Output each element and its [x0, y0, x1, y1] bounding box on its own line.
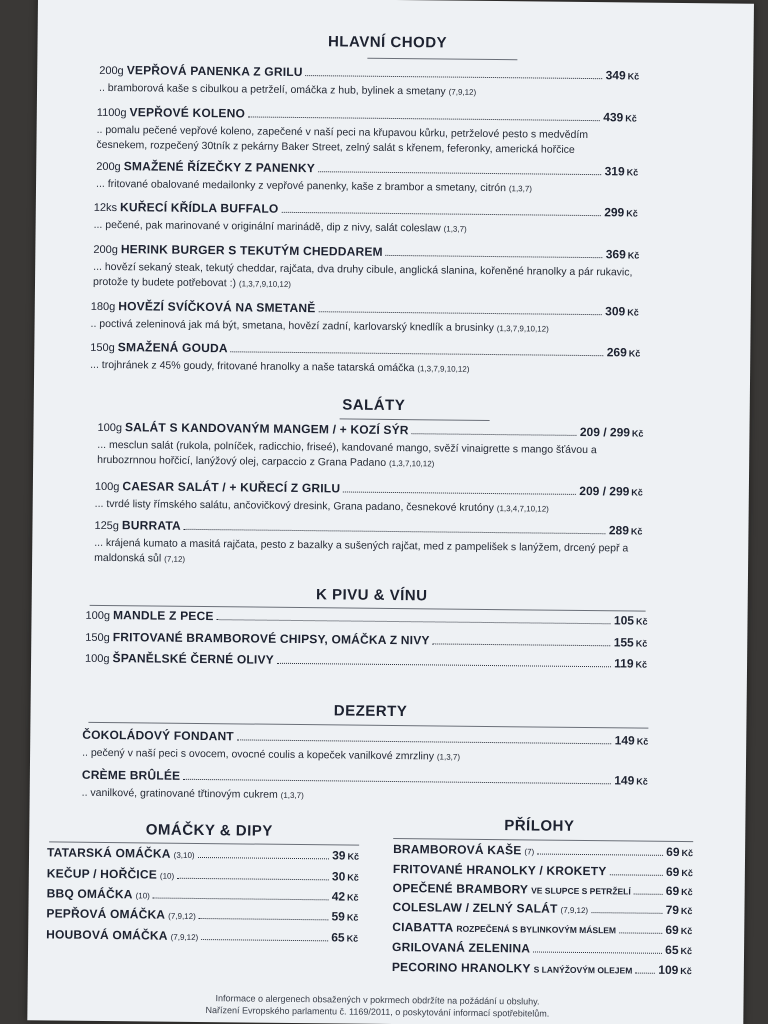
side-item: PECORINO HRANOLKY S LANÝŽOVÝM OLEJEM 109 Kč — [391, 960, 692, 978]
sauce-item: KEČUP / HOŘČICE (10) 30 Kč — [46, 866, 359, 884]
section-title-salaty: SALÁTY — [342, 396, 406, 415]
menu-item: 200g HERINK BURGER S TEKUTÝM CHEDDAREM 369 Kč ... hovězí sekaný steak, tekutý cheddar, rajčata, dva druhy cibule, anglická slanina, kořeněné hranolky a pár rukavic, protože ty budete potřebovat :) (1,3,7,9,10,12) — [92, 242, 640, 290]
menu-item: 100g SALÁT S KANDOVANÝM MANGEM / + KOZÍ SÝR 209 / 299 Kč ... mesclun salát (rukola, polníček, radicchio, friseé), kandované mango, svěží vinaigrette s mango šťávou a hrubozrnnou hořčicí, lanýžový olej, carpaccio z Grana Padano (1,3,7,10,12) — [97, 420, 644, 469]
menu-item: 180g HOVĚZÍ SVÍČKOVÁ NA SMETANĚ 309 Kč .. poctivá zeleninová jak má být, smetana, hovězí zadní, karlovarský knedlík a brusinky (1,3,7,9,10,12) — [90, 299, 639, 335]
menu-item: 150g SMAŽENÁ GOUDA 269 Kč ... trojhránek z 45% goudy, fritované hranolky a naše tatarská omáčka (1,3,7,9,10,12) — [90, 340, 641, 375]
menu-item: 100g MANDLE Z PECE 105 Kč — [85, 608, 648, 628]
section-rule — [340, 418, 490, 421]
section-rule — [367, 58, 517, 61]
side-item: COLESLAW / ZELNÝ SALÁT (7,9,12) 79 Kč — [392, 900, 693, 918]
menu-item: 200g VEPŘOVÁ PANENKA Z GRILU 349 Kč .. bramborová kaše s cibulkou a petrželí, omáčka z hub, bylinek a smetany (7,9,12) — [99, 63, 640, 98]
menu-page — [27, 0, 754, 1024]
menu-item: 1100g VEPŘOVÉ KOLENO 439 Kč .. pomalu pečené vepřové koleno, zapečené v naší peci na křupavou kůrku, petrželové pesto s medvědím česnekem, rozpečený 30tník z pekárny Baker Street, zelný salát s křenem, feferonky, americká hořčice — [96, 105, 637, 156]
menu-item: CRÈME BRÛLÉE 149 Kč .. vanilkové, gratinované třtinovým cukrem (1,3,7) — [81, 767, 648, 801]
section-title-pivo: K PIVU & VÍNU — [315, 586, 428, 605]
section-rule — [88, 722, 648, 729]
side-item: GRILOVANÁ ZELENINA 65 Kč — [392, 940, 693, 958]
section-title-prilohy: PŘÍLOHY — [504, 817, 575, 835]
menu-item: 100g CAESAR SALÁT / + KUŘECÍ Z GRILU 209 / 299 Kč ... tvrdé listy římského salátu, ančovičkový dresink, Grana padano, česnekové krutóny (1,3,4,7,10,12) — [94, 479, 643, 515]
side-item: FRITOVANÉ HRANOLKY / KROKETY 69 Kč — [392, 862, 693, 880]
sauce-item: HOUBOVÁ OMÁČKA (7,9,12) 65 Kč — [46, 927, 359, 945]
side-item: CIABATTA ROZPEČENÁ S BYLINKOVÝM MÁSLEM 69 Kč — [392, 920, 693, 938]
section-title-dezerty: DEZERTY — [333, 702, 408, 721]
section-title-omacky: OMÁČKY & DIPY — [145, 821, 273, 840]
menu-item: ČOKOLÁDOVÝ FONDANT 149 Kč .. pečený v naší peci s ovocem, ovocné coulis a kopeček vanilkové zmrzliny (1,3,7) — [82, 727, 649, 763]
side-item: OPEČENÉ BRAMBORY VE SLUPCE S PETRŽELÍ 69 Kč — [392, 881, 693, 899]
sauce-item: BBQ OMÁČKA (10) 42 Kč — [46, 886, 359, 904]
menu-item: 100g ŠPANĚLSKÉ ČERNÉ OLIVY 119 Kč — [85, 651, 648, 671]
section-title-hlavni: HLAVNÍ CHODY — [327, 33, 448, 52]
sauce-item: TATARSKÁ OMÁČKA (3,10) 39 Kč — [46, 845, 360, 863]
menu-item: 12ks KUŘECÍ KŘÍDLA BUFFALO 299 Kč ... pečené, pak marinované v originální marinádě, dip z nivy, salát coleslaw (1,3,7) — [93, 200, 638, 235]
side-item: BRAMBOROVÁ KAŠE (7) 69 Kč — [393, 842, 694, 860]
menu-item: 125g BURRATA 289 Kč ... krájená kumato a masitá rajčata, pesto z bazalky a sušených rajčat, med z pampelišek s lanýžem, drcený pepř a maldonská sůl (7,12) — [94, 518, 643, 565]
sauce-item: PEPŘOVÁ OMÁČKA (7,9,12) 59 Kč — [46, 906, 359, 924]
menu-item: 200g SMAŽENÉ ŘÍZEČKY Z PANENKY 319 Kč ... fritované obalované medailonky z vepřové panenky, kaše z brambor a smetany, citrón (1,3,7) — [95, 159, 639, 195]
allergen-footer: Informace o alergenech obsažených v pokrmech obdržíte na požádání u obsluhy. Nařízení Evropského parlamentu č. 1169/2011, o poskytování informací spotřebitelům. — [205, 993, 550, 1019]
menu-item: 150g FRITOVANÉ BRAMBOROVÉ CHIPSY, OMÁČKA Z NIVY 155 Kč — [85, 630, 648, 650]
